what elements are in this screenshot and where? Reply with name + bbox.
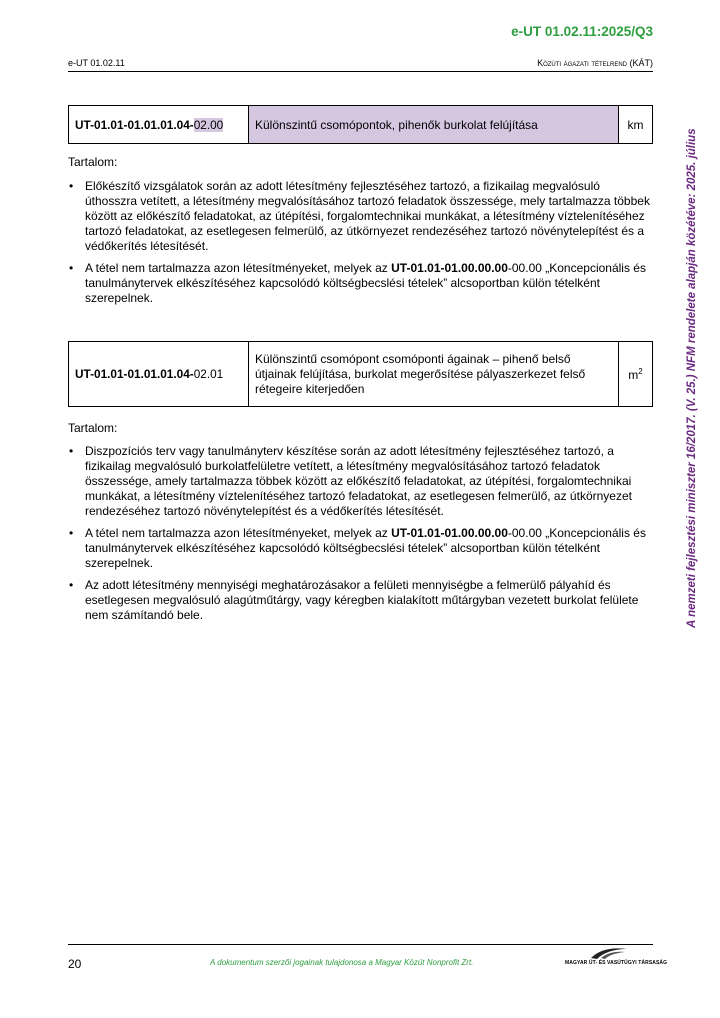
header-divider bbox=[68, 71, 653, 72]
item-code-cell bbox=[69, 106, 249, 144]
list-item-exclusion: • A tétel nem tartalmazza azon létesítményeket, melyek az UT-01.01-01.00.00.00-00.00 „Koncepcionális és tanulmánytervek elkészítéséhez kapcsolódó költségbecslési tételek” alcsoportban külön tételként szerepelnek. bbox=[68, 261, 653, 306]
list-item: • Az adott létesítmény mennyiségi meghatározásakor a felületi mennyiségbe a felmerülő pályahíd és esetlegesen megvalósuló alagútműtárgy, vagy kéregben kialakított műtárgyban vezetett burkolat felülete nem számítandó bele. bbox=[68, 578, 653, 623]
exclusion-code: UT-01.01-01.00.00.00 bbox=[391, 526, 508, 540]
content-list-1 bbox=[68, 179, 653, 313]
item-code-suffix: 02.00 bbox=[193, 117, 224, 132]
document-code: e-UT 01.02.11:2025/Q3 bbox=[511, 24, 653, 39]
copyright-note: A dokumentum szerzői jogainak tulajdonosa a Magyar Közút Nonprofit Zrt. bbox=[210, 958, 474, 967]
header-right-title: Közúti ágazati tételrend (KÁT) bbox=[537, 58, 653, 68]
page-number: 20 bbox=[68, 957, 82, 971]
item-title: Különszintű csomópontok, pihenők burkolat felújítása bbox=[249, 106, 619, 144]
content-label: Tartalom: bbox=[68, 421, 118, 435]
logo-text: MAGYAR ÚT- ÉS VASÚTÜGYI TÁRSASÁG bbox=[565, 960, 668, 966]
content-label: Tartalom: bbox=[68, 155, 118, 169]
item-code: UT-01.01-01.01.01.04- bbox=[75, 117, 194, 132]
list-item-exclusion: • A tétel nem tartalmazza azon létesítményeket, melyek az UT-01.01-01.00.00.00-00.00 „Koncepcionális és tanulmánytervek elkészítéséhez kapcsolódó költségbecslési tételek” alcsoportban külön tételként szerepelnek. bbox=[68, 526, 653, 571]
list-item: • Előkészítő vizsgálatok során az adott létesítmény fejlesztéséhez tartozó, a fizikailag megvalósuló úthosszra vetített, a létesítmény megvalósításához tartozó feladatok összessége, mely tartalmazza többek között az előkészítő feladatokat, az útépítési, forgalomtechnikai munkákat, a létesítmény víztelenítéséhez tartozó feladatokat, az esetlegesen felmerülő, az útkörnyezet rendezéséhez tartozó növénytelepítést és a védőkerítés létesítését. bbox=[68, 179, 653, 254]
item-code-cell bbox=[69, 342, 249, 407]
item-table-2 bbox=[68, 341, 653, 407]
item-code-suffix: 02.01 bbox=[193, 367, 224, 381]
item-unit: $m^2$ bbox=[619, 342, 653, 407]
item-table-1 bbox=[68, 105, 653, 144]
list-item: • Diszpozíciós terv vagy tanulmányterv készítése során az adott létesítmény fejlesztéséhez tartozó, a fizikailag megvalósuló burkolatfelületre vetített, a létesítmény megvalósításához tartozó feladatok összessége, amely tartalmazza többek között az előkészítő feladatokat, az útépítési, forgalomtechnikai munkákat, a létesítmény víztelenítéséhez tartozó feladatokat, az esetlegesen felmerülő, az útkörnyezet rendezéséhez tartozó növénytelepítést és a védőkerítés létesítését. bbox=[68, 444, 653, 519]
item-code: UT-01.01-01.01.01.04- bbox=[75, 367, 194, 381]
arrow-swoosh-logo-icon bbox=[589, 946, 629, 960]
item-unit: km bbox=[619, 106, 653, 144]
header-left-code: e-UT 01.02.11 bbox=[68, 58, 125, 68]
publisher-logo bbox=[565, 946, 668, 970]
footer-divider bbox=[68, 944, 653, 945]
side-publication-note: A nemzeti fejlesztési miniszter 16/2017. (V. 25.) NFM rendelete alapján közétéve: 2025. július bbox=[686, 128, 698, 628]
item-title: Különszintű csomópont csomóponti ágainak – pihenő belső útjainak felújítása, burkolat megerősítése pályaszerkezet felső rétegeire kiterjedően bbox=[249, 342, 619, 407]
exclusion-code: UT-01.01-01.00.00.00 bbox=[391, 261, 508, 275]
content-list-2 bbox=[68, 444, 653, 630]
